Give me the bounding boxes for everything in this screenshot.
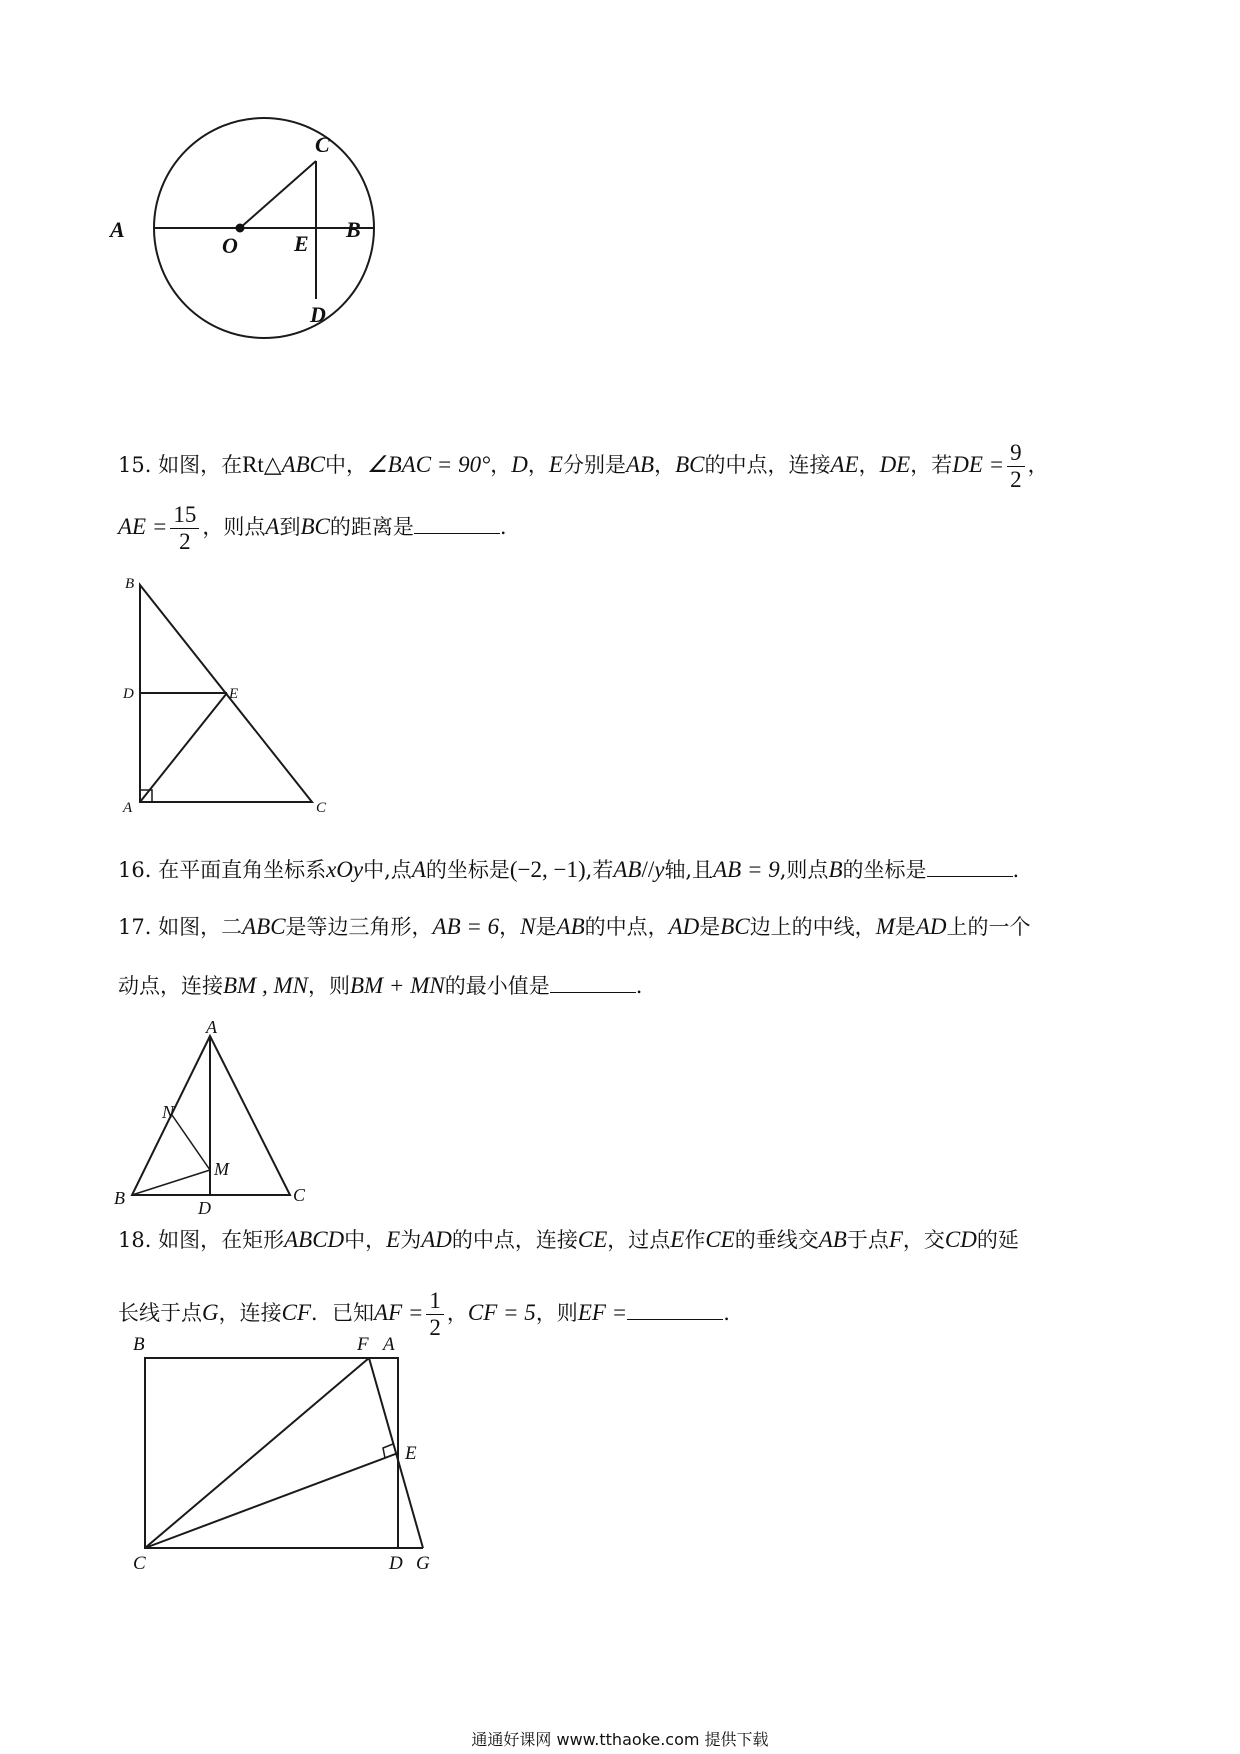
label-b: B [125, 576, 135, 592]
segment-ce [145, 1453, 398, 1548]
label-a: A [206, 1017, 217, 1037]
segment-bm [132, 1170, 210, 1195]
answer-blank-17[interactable] [550, 974, 636, 993]
problem-16: 16. 在平面直角坐标系xOy中,点A的坐标是(−2, −1),若AB//y轴,且AB = 9,则点B的坐标是 . [118, 857, 1020, 882]
figure-equilateral-triangle [110, 1017, 320, 1220]
answer-blank-16[interactable] [927, 858, 1013, 877]
label-e: E [294, 231, 309, 256]
fraction-ae: $\frac{15}{2}$ [170, 502, 199, 555]
label-g: G [416, 1553, 430, 1574]
segment-ae [140, 693, 227, 802]
label-b: B [346, 217, 361, 242]
radius-oc [240, 161, 316, 228]
label-n: N [162, 1102, 175, 1122]
label-b: B [133, 1334, 145, 1355]
label-c: C [133, 1553, 146, 1574]
footer-watermark: 通通好课网 www.tthaoke.com 提供下载 [471, 1730, 769, 1749]
label-e: E [405, 1443, 417, 1464]
label-a: A [123, 800, 133, 816]
problem-15-line-2: AE = $\frac{15}{2}$ ，则点A到BC的距离是 . [118, 502, 507, 554]
answer-blank-15[interactable] [414, 515, 500, 534]
figure-rectangle [125, 1336, 475, 1576]
label-a: A [383, 1334, 395, 1355]
problem-17-line-2: 动点，连接BM , MN，则BM + MN的最小值是 . [118, 973, 643, 998]
label-c: C [293, 1185, 306, 1205]
label-d: D [389, 1553, 403, 1574]
label-d: D [310, 302, 326, 327]
label-f: F [357, 1334, 369, 1355]
label-m: M [214, 1159, 229, 1179]
rectangle-abcd [145, 1358, 398, 1548]
label-o: O [222, 233, 238, 258]
label-c: C [316, 800, 327, 816]
figure-right-triangle [115, 570, 345, 820]
center-dot [236, 224, 245, 233]
problem-18-line-1: 18. 如图，在矩形ABCD中，E为AD的中点，连接CE，过点E作CE的垂线交AB于点F，交CD的延 [118, 1227, 1019, 1252]
problem-15-line-1: 15. 如图，在Rt△ABC中，∠BAC = 90°，D，E分别是AB，BC的中点，连接AE，DE，若DE = $\frac{9}{2}$ ， [118, 440, 1049, 492]
label-b: B [114, 1188, 125, 1208]
label-d: D [123, 686, 134, 702]
label-c: C [315, 132, 330, 157]
label-d: D [198, 1198, 211, 1218]
fraction-af: $\frac{1}{2}$ [426, 1288, 444, 1341]
label-a: A [110, 217, 125, 242]
segment-nm [172, 1115, 210, 1170]
problem-17-line-1: 17. 如图，⼆ABC是等边三角形，AB = 6，N是AB的中点，AD是BC边上的中线，M是AD上的一个 [118, 914, 1031, 939]
segment-cf [145, 1358, 369, 1548]
fraction-de: $\frac{9}{2}$ [1007, 440, 1025, 493]
label-e: E [229, 686, 239, 702]
figure-circle [110, 132, 410, 385]
problem-18-line-2: 长线于点G，连接CF．已知AF = $\frac{1}{2}$ ，CF = 5，则EF = . [118, 1288, 730, 1340]
answer-blank-18[interactable] [627, 1301, 723, 1320]
